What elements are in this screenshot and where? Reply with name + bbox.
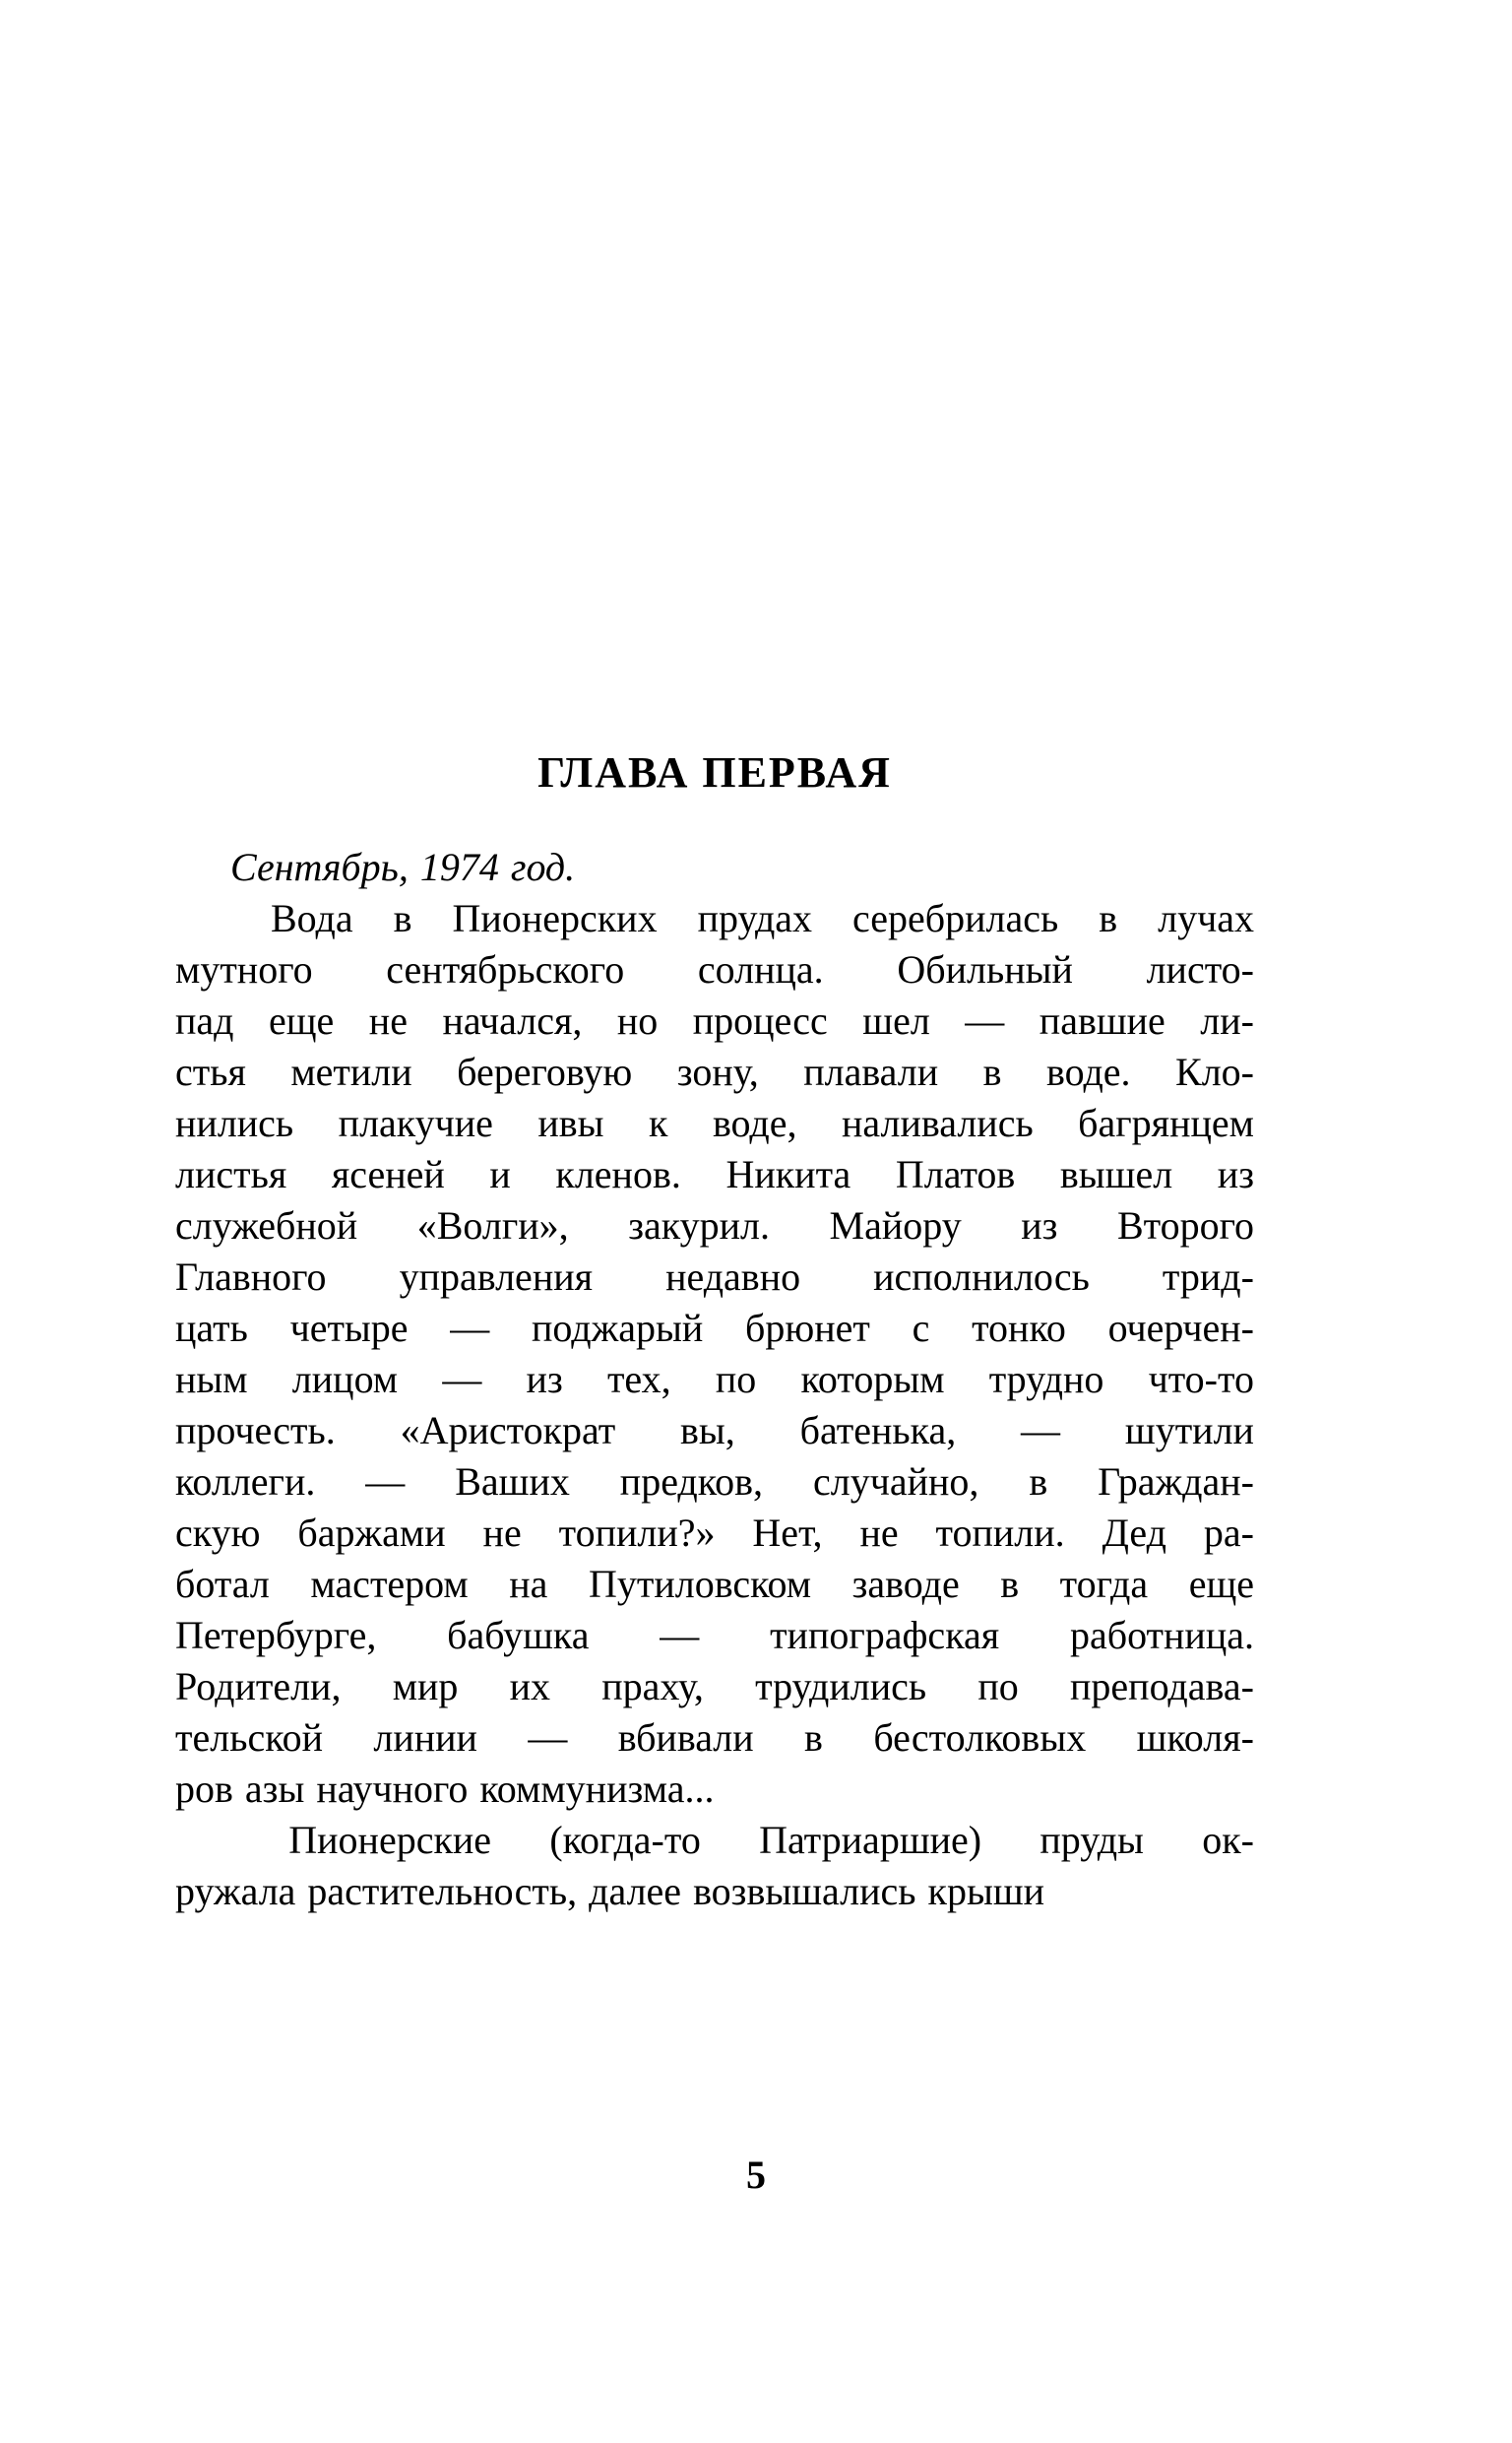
word: в — [1000, 1561, 1020, 1606]
word: Граждан- — [1098, 1458, 1254, 1504]
word: ботал — [175, 1561, 270, 1606]
word: плавали — [803, 1049, 939, 1094]
word: скую — [175, 1510, 261, 1555]
word: метили — [290, 1049, 412, 1094]
word: листо- — [1146, 946, 1254, 992]
word: азы — [244, 1766, 305, 1811]
word: трудно — [988, 1356, 1104, 1401]
word: крыши — [927, 1868, 1045, 1913]
word: — — [660, 1612, 700, 1657]
chapter-heading: ГЛАВА ПЕРВАЯ — [537, 748, 892, 797]
word: трид- — [1162, 1254, 1254, 1299]
word: научного — [316, 1766, 469, 1811]
word: возвышались — [693, 1868, 916, 1913]
word: Майору — [829, 1202, 962, 1248]
word: стья — [175, 1049, 246, 1094]
word: брюнет — [745, 1305, 870, 1350]
word: коллеги. — [175, 1458, 316, 1504]
word: бабушка — [447, 1612, 590, 1657]
word: закурил. — [628, 1202, 770, 1248]
word: в — [1099, 895, 1118, 940]
body-line — [175, 893, 1254, 944]
word: Кло- — [1175, 1049, 1254, 1094]
word: Платов — [895, 1151, 1016, 1196]
word: листья — [175, 1151, 287, 1196]
word: тельской — [175, 1714, 323, 1760]
word: воде. — [1045, 1049, 1131, 1094]
body-line — [175, 1508, 1254, 1559]
word: батенька, — [799, 1407, 957, 1452]
word: год. — [510, 844, 576, 889]
word: Дед — [1102, 1510, 1166, 1555]
word: — — [442, 1356, 482, 1401]
word: — — [965, 997, 1005, 1043]
word: недавно — [665, 1254, 801, 1299]
body-line — [175, 842, 1254, 893]
word: Пионерских — [452, 895, 658, 940]
word: из — [526, 1356, 563, 1401]
word: лучах — [1158, 895, 1254, 940]
word: зону, — [676, 1049, 759, 1094]
word: Родители, — [175, 1663, 342, 1708]
word: прочесть. — [175, 1407, 336, 1452]
body-line — [175, 1712, 1254, 1764]
word: серебрилась — [852, 895, 1059, 940]
word: Патриаршие) — [759, 1817, 982, 1862]
word: Главного — [175, 1254, 327, 1299]
word: управления — [399, 1254, 594, 1299]
word: работница. — [1069, 1612, 1254, 1657]
word: Вода — [271, 895, 353, 940]
body-line — [175, 1047, 1254, 1098]
word: по — [715, 1356, 757, 1401]
word: поджарый — [532, 1305, 704, 1350]
word: Обильный — [897, 946, 1073, 992]
word: тогда — [1059, 1561, 1149, 1606]
word: очерчен- — [1107, 1305, 1254, 1350]
word: ли- — [1200, 997, 1254, 1043]
page-number: 5 — [746, 2153, 766, 2197]
word: на — [509, 1561, 548, 1606]
body-line — [175, 1866, 1254, 1917]
word: бестолковых — [873, 1714, 1087, 1760]
word: из — [1217, 1151, 1254, 1196]
word: Никита — [725, 1151, 851, 1196]
word: коммунизма... — [479, 1766, 715, 1811]
word: типографская — [770, 1612, 1000, 1657]
word: тонко — [972, 1305, 1066, 1350]
text-column — [175, 748, 1254, 1917]
word: ружала — [175, 1868, 296, 1913]
word: и — [489, 1151, 511, 1196]
word: школя- — [1136, 1714, 1254, 1760]
word: павшие — [1039, 997, 1166, 1043]
body-line — [175, 1354, 1254, 1405]
word: топили. — [935, 1510, 1065, 1555]
word: предков, — [619, 1458, 764, 1504]
word: в — [393, 895, 412, 940]
word: береговую — [457, 1049, 633, 1094]
word: еще — [269, 997, 335, 1043]
word: по — [977, 1663, 1019, 1708]
body-line — [175, 1559, 1254, 1610]
body-line — [175, 1405, 1254, 1456]
word: шутили — [1124, 1407, 1254, 1452]
word: что-то — [1148, 1356, 1254, 1401]
word: в — [982, 1049, 1002, 1094]
word: мутного — [175, 946, 313, 992]
body-line — [175, 996, 1254, 1047]
word: мастером — [310, 1561, 469, 1606]
word: — — [450, 1305, 490, 1350]
word: топили?» — [558, 1510, 716, 1555]
body-line — [175, 1815, 1254, 1866]
word: пад — [175, 997, 234, 1043]
body-line — [175, 1661, 1254, 1712]
word: которым — [800, 1356, 945, 1401]
word: Путиловском — [588, 1561, 812, 1606]
word: с — [912, 1305, 930, 1350]
word: праху, — [601, 1663, 704, 1708]
word: заводе — [851, 1561, 960, 1606]
word: далее — [589, 1868, 682, 1913]
word: мир — [392, 1663, 459, 1708]
word: прудах — [697, 895, 813, 940]
word: в — [1029, 1458, 1048, 1504]
word: цать — [175, 1305, 248, 1350]
word: сентябрьского — [386, 946, 625, 992]
word: пруды — [1040, 1817, 1144, 1862]
word: преподава- — [1070, 1663, 1254, 1708]
word: кленов. — [555, 1151, 681, 1196]
word: не — [482, 1510, 522, 1555]
body-line — [175, 944, 1254, 996]
word: ясеней — [331, 1151, 445, 1196]
word: их — [509, 1663, 551, 1708]
body-line — [175, 1098, 1254, 1149]
word: не — [859, 1510, 899, 1555]
word: нились — [175, 1100, 294, 1145]
word: вышел — [1059, 1151, 1173, 1196]
body-text — [175, 842, 1254, 1917]
word: вбивали — [617, 1714, 754, 1760]
body-line — [175, 1149, 1254, 1200]
word: ров — [175, 1766, 233, 1811]
word: «Волги», — [416, 1202, 569, 1248]
word: линии — [373, 1714, 477, 1760]
word: растительность, — [307, 1868, 578, 1913]
word: трудились — [755, 1663, 927, 1708]
word: 1974 — [419, 844, 499, 889]
body-line — [175, 1610, 1254, 1661]
word: случайно, — [812, 1458, 979, 1504]
word: лицом — [291, 1356, 399, 1401]
word: ок- — [1202, 1817, 1254, 1862]
word: — — [1021, 1407, 1061, 1452]
word: баржами — [297, 1510, 446, 1555]
word: служебной — [175, 1202, 358, 1248]
body-line — [175, 1764, 1254, 1815]
word: (когда-то — [549, 1817, 701, 1862]
word: вы, — [680, 1407, 735, 1452]
word: багрянцем — [1078, 1100, 1254, 1145]
word: но — [616, 997, 659, 1043]
word: шел — [862, 997, 930, 1043]
body-line — [175, 1456, 1254, 1508]
word: Второго — [1116, 1202, 1254, 1248]
word: солнца. — [697, 946, 824, 992]
word: процесс — [692, 997, 828, 1043]
word: в — [804, 1714, 823, 1760]
word: еще — [1188, 1561, 1254, 1606]
word: воде, — [712, 1100, 797, 1145]
word: — — [528, 1714, 568, 1760]
word: из — [1021, 1202, 1058, 1248]
word: тех, — [606, 1356, 671, 1401]
word: плакучие — [338, 1100, 493, 1145]
word: к — [649, 1100, 668, 1145]
word: наливались — [841, 1100, 1034, 1145]
word: Нет, — [752, 1510, 823, 1555]
word: ным — [175, 1356, 248, 1401]
word: исполнилось — [873, 1254, 1090, 1299]
word: Ваших — [455, 1458, 570, 1504]
word: «Аристократ — [400, 1407, 616, 1452]
word: не — [368, 997, 408, 1043]
body-line — [175, 1303, 1254, 1354]
word: — — [365, 1458, 406, 1504]
body-line — [175, 1252, 1254, 1303]
word: ра- — [1203, 1510, 1254, 1555]
word: четыре — [289, 1305, 409, 1350]
word: Сентябрь, — [230, 844, 409, 889]
word: Петербурге, — [175, 1612, 377, 1657]
word: Пионерские — [288, 1817, 492, 1862]
word: ивы — [537, 1100, 604, 1145]
body-line — [175, 1200, 1254, 1252]
word: начался, — [442, 997, 583, 1043]
